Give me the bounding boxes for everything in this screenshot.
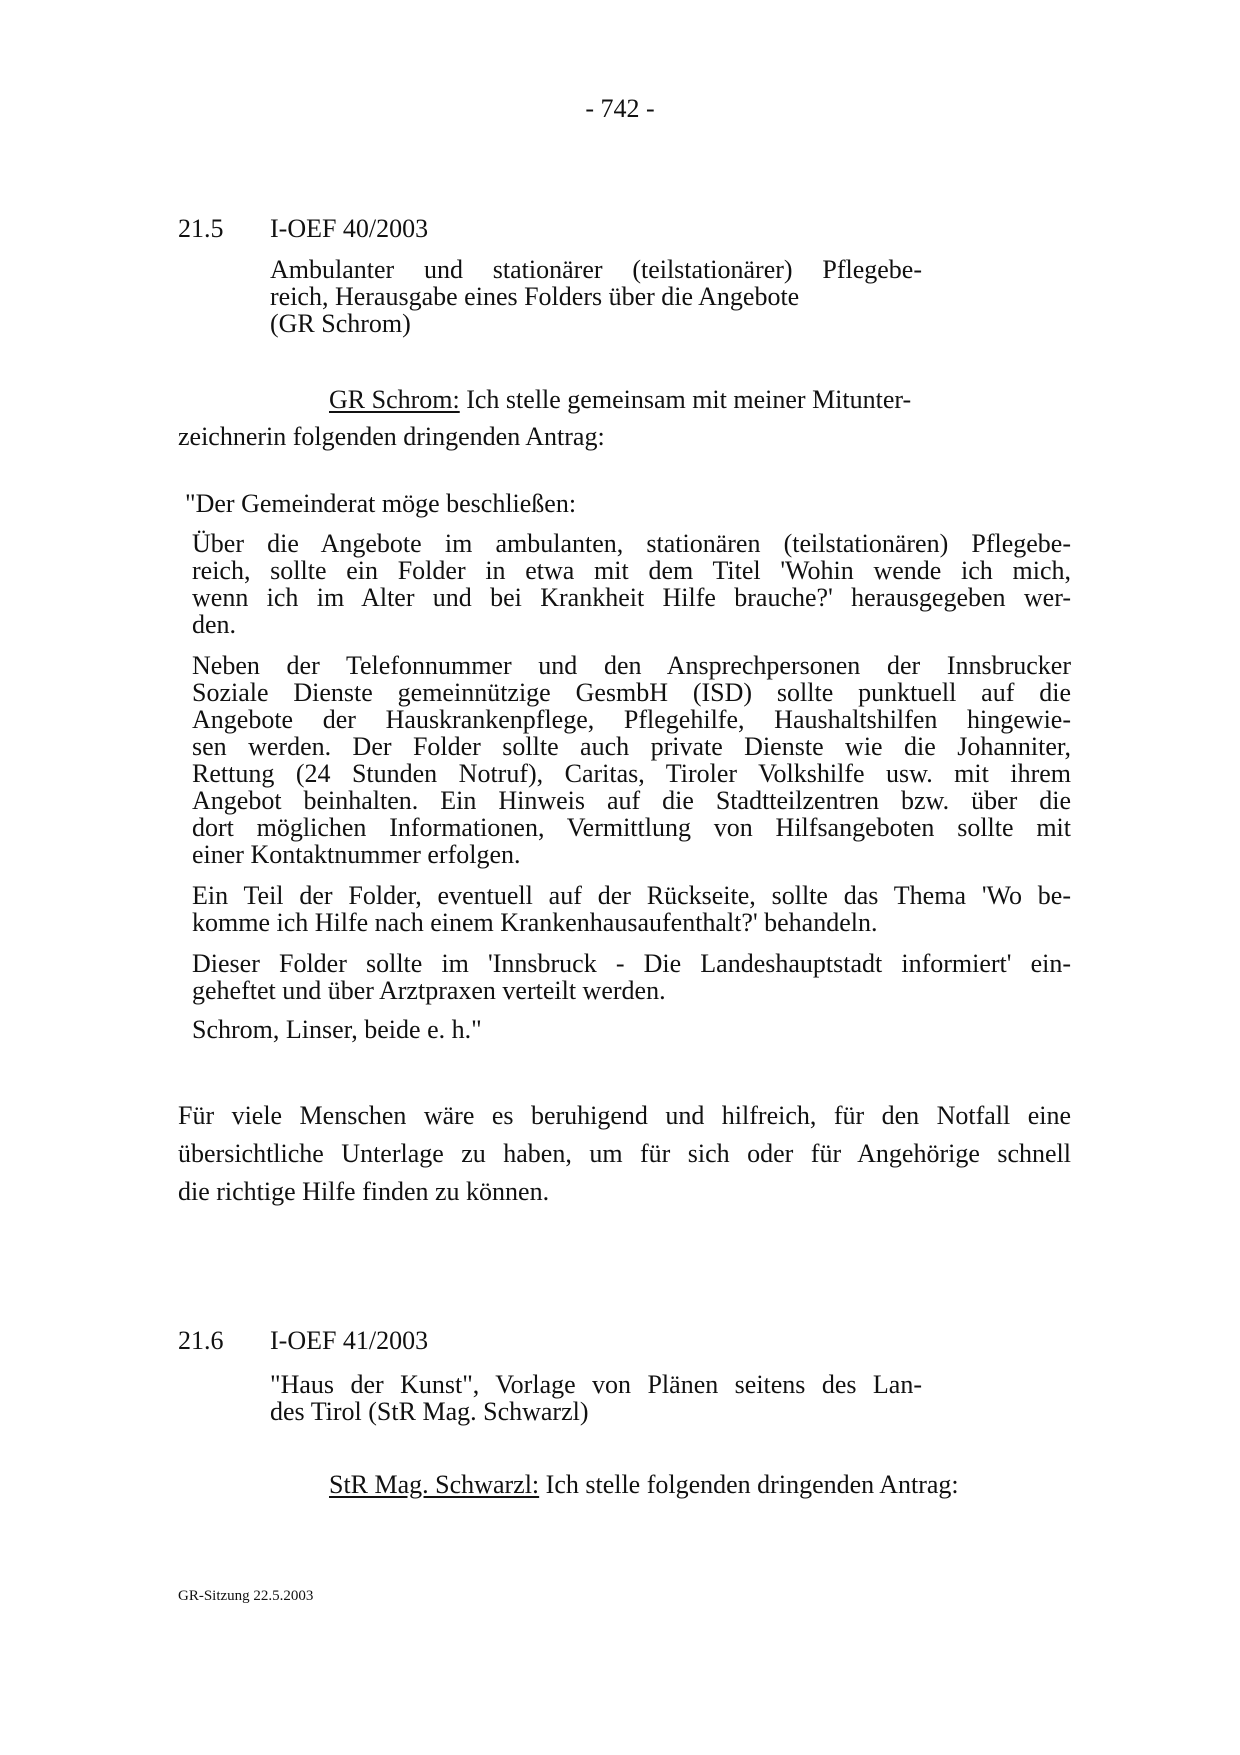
motion-line: einer Kontaktnummer erfolgen.	[192, 840, 521, 869]
item-title	[270, 1371, 922, 1425]
speaker-name: StR Mag. Schwarzl:	[329, 1470, 540, 1499]
title-line: Ambulanter und stationärer (teilstationärer) Pflegebe-	[270, 255, 922, 284]
speech-first-line	[329, 385, 911, 415]
motion-paragraph	[192, 530, 1071, 638]
page-number: - 742 -	[585, 94, 655, 123]
speech-text: Ich stelle gemeinsam mit meiner Mitunter-	[459, 385, 912, 414]
motion-intro: "Der Gemeinderat möge beschließen:	[185, 489, 577, 518]
motion-line: geheftet und über Arztpraxen verteilt werden.	[192, 976, 666, 1005]
item-number: 21.6	[178, 1326, 224, 1355]
motion-line: Neben der Telefonnummer und den Ansprechpersonen der Innsbrucker	[192, 651, 1071, 680]
speaker-name: GR Schrom:	[329, 385, 460, 414]
motion-line: Dieser Folder sollte im 'Innsbruck - Die Landeshauptstadt informiert' ein-	[192, 949, 1071, 978]
item-code: I-OEF 41/2003	[270, 1326, 429, 1355]
title-line: reich, Herausgabe eines Folders über die Angebote	[270, 282, 800, 311]
reason-line: übersichtliche Unterlage zu haben, um für sich oder für Angehörige schnell	[178, 1139, 1071, 1168]
title-line: des Tirol (StR Mag. Schwarzl)	[270, 1397, 589, 1426]
item-number: 21.5	[178, 214, 224, 243]
motion-paragraph	[192, 950, 1071, 1004]
motion-paragraph	[192, 652, 1071, 868]
speech-first-line	[329, 1470, 959, 1500]
reason-paragraph	[178, 1097, 1071, 1211]
motion-line: reich, sollte ein Folder in etwa mit dem Titel 'Wohin wende ich mich,	[192, 556, 1071, 585]
speech-second-line: zeichnerin folgenden dringenden Antrag:	[178, 422, 605, 451]
item-code: I-OEF 40/2003	[270, 214, 429, 243]
motion-signatories	[192, 1016, 1071, 1043]
item-title	[270, 256, 922, 337]
motion-line: komme ich Hilfe nach einem Krankenhausaufenthalt?' behandeln.	[192, 908, 878, 937]
motion-line: Angebote der Hauskrankenpflege, Pflegehilfe, Haushaltshilfen hingewie-	[192, 705, 1071, 734]
reason-line: Für viele Menschen wäre es beruhigend und hilfreich, für den Notfall eine	[178, 1101, 1071, 1130]
motion-line: Soziale Dienste gemeinnützige GesmbH (ISD) sollte punktuell auf die	[192, 678, 1071, 707]
motion-line: dort möglichen Informationen, Vermittlung von Hilfsangeboten sollte mit	[192, 813, 1071, 842]
motion-line: den.	[192, 610, 237, 639]
speech-text: Ich stelle folgenden dringenden Antrag:	[539, 1470, 959, 1499]
motion-line: wenn ich im Alter und bei Krankheit Hilfe brauche?' herausgegeben wer-	[192, 583, 1071, 612]
title-line: "Haus der Kunst", Vorlage von Plänen seitens des Lan-	[270, 1370, 922, 1399]
motion-line: Ein Teil der Folder, eventuell auf der Rückseite, sollte das Thema 'Wo be-	[192, 881, 1071, 910]
title-line: (GR Schrom)	[270, 309, 411, 338]
motion-line: Rettung (24 Stunden Notruf), Caritas, Tiroler Volkshilfe usw. mit ihrem	[192, 759, 1071, 788]
motion-line: sen werden. Der Folder sollte auch private Dienste wie die Johanniter,	[192, 732, 1071, 761]
motion-line: Schrom, Linser, beide e. h."	[192, 1015, 482, 1044]
motion-line: Angebot beinhalten. Ein Hinweis auf die Stadtteilzentren bzw. über die	[192, 786, 1071, 815]
footer: GR-Sitzung 22.5.2003	[178, 1588, 314, 1604]
motion-paragraph	[192, 882, 1071, 936]
motion-line: Über die Angebote im ambulanten, stationären (teilstationären) Pflegebe-	[192, 529, 1071, 558]
reason-line: die richtige Hilfe finden zu können.	[178, 1177, 550, 1206]
